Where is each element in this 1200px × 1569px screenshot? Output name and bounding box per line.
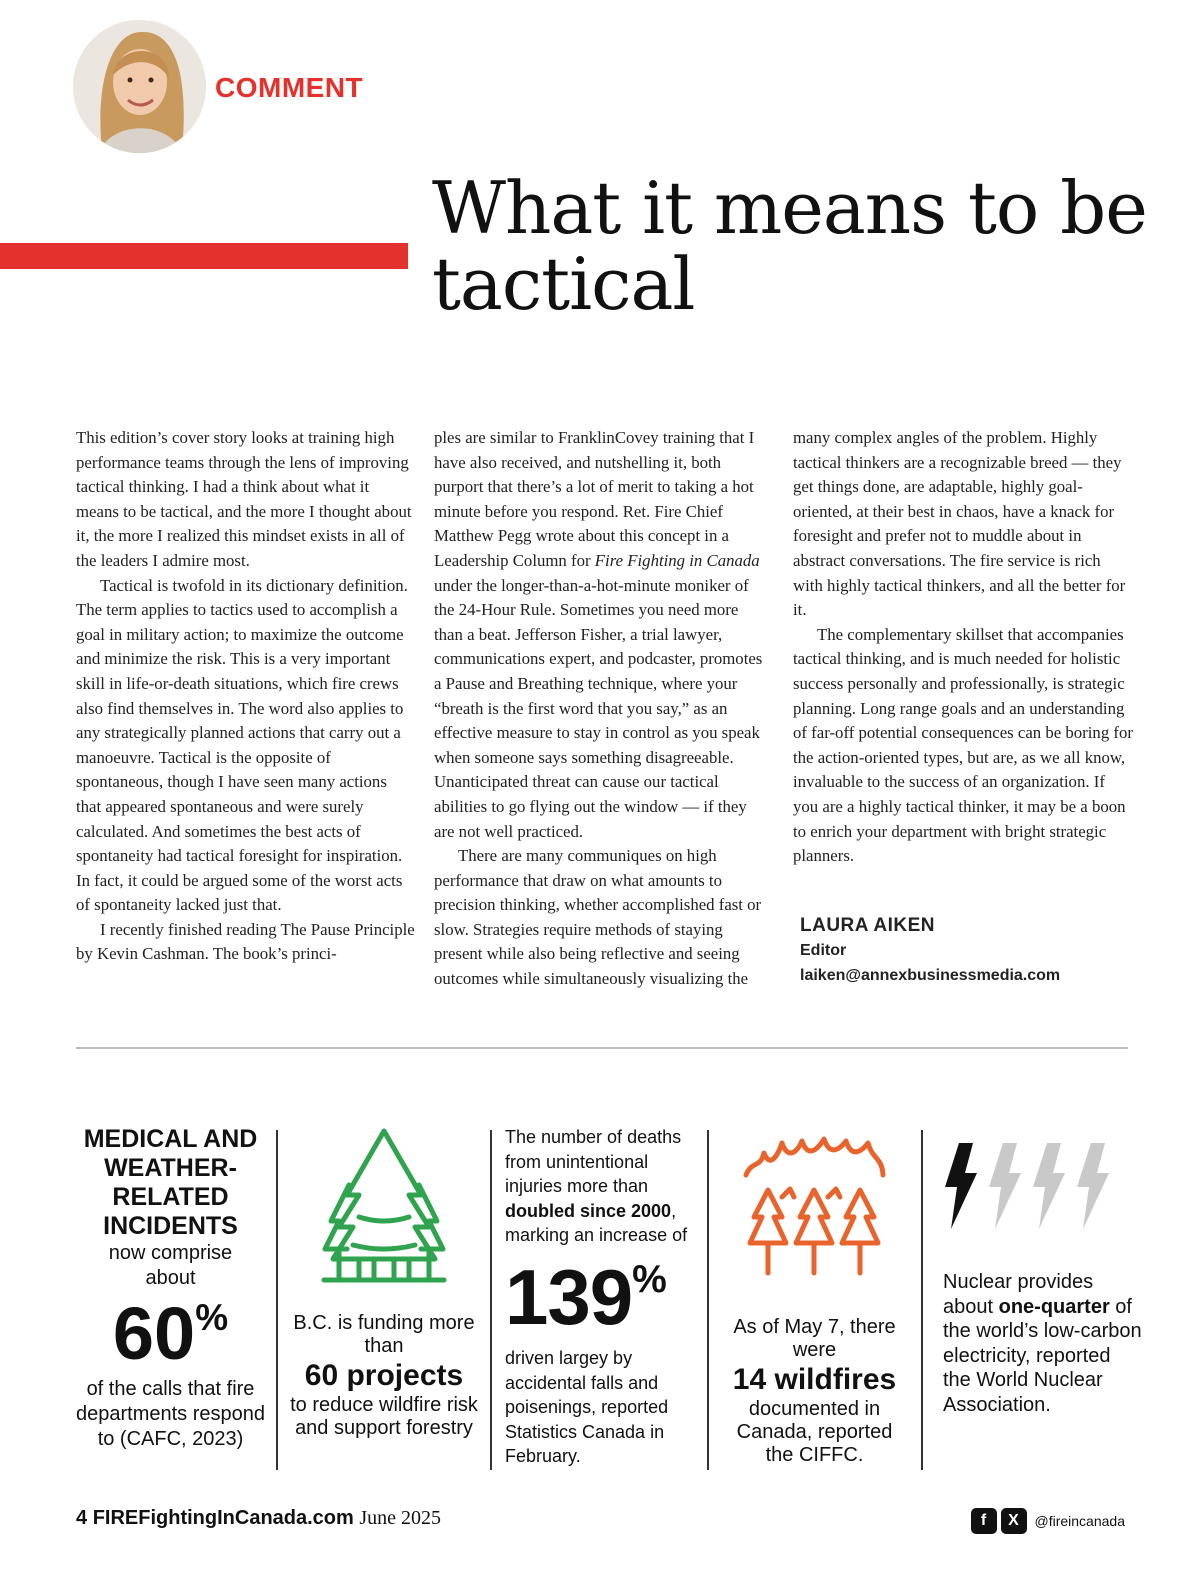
- stat-value: 60 projects: [304, 1359, 464, 1392]
- section-divider: [76, 1047, 1128, 1049]
- stat-injury-deaths: [505, 1125, 705, 1469]
- accent-bar: [0, 243, 408, 269]
- stat-nuclear: [943, 1125, 1143, 1418]
- stat-value: [68, 1292, 273, 1375]
- stat-text: of the calls that fire departments respond to (CAFC, 2023): [75, 1378, 265, 1450]
- paragraph: This edition’s cover story looks at training high performance teams through the lens of improving tactical thinking. I had a think about what it means to be tactical, and the more I thought about it, the more I realized this mindset exists in all of the leaders I admire most.: [76, 428, 412, 570]
- wildfire-icon: [742, 1135, 887, 1280]
- stat-value: [505, 1252, 705, 1341]
- stat-value: 14 wildfires: [732, 1363, 897, 1396]
- author-signature: [800, 913, 1060, 988]
- issue-date: June 2025: [359, 1507, 442, 1529]
- paragraph: many complex angles of the problem. Highly tactical thinkers are a recognizable breed — they get things done, are adaptable, highly goal-oriented, at their best in chaos, have a knack for foresight and prefer not to muddle about in abstract conversations. The fire service is rich with highly tactical thinkers, and all the better for it.: [793, 428, 1126, 620]
- stat-bc-projects: [290, 1125, 478, 1440]
- stat-unit: %: [632, 1257, 666, 1301]
- forest-icon: [319, 1125, 449, 1290]
- stat-text-part: The number of deaths from unintentional injuries more than: [505, 1127, 682, 1197]
- social-links: [971, 1508, 1126, 1534]
- stat-text-part: Nuclear provides about: [943, 1271, 1094, 1318]
- stat-emphasis: doubled since 2000: [505, 1200, 672, 1221]
- stat-text: driven largey by accidental falls and poisenings, reported Statistics Canada in February.: [505, 1347, 669, 1467]
- stat-wildfires: [722, 1125, 907, 1467]
- paragraph: I recently finished reading The Pause Principle by Kevin Cashman. The book’s princi-: [76, 919, 415, 964]
- stat-text: documented in Canada, reported the CIFFC.: [736, 1398, 893, 1466]
- author-portrait-illustration: [73, 20, 206, 153]
- x-twitter-icon[interactable]: X: [1001, 1508, 1027, 1534]
- social-handle[interactable]: @fireincanada: [1034, 1513, 1125, 1529]
- paragraph: The complementary skillset that accompanies tactical thinking, and is much needed for holistic success personally and professionally, is strategic planning. Long range goals and an understanding of far-off potential consequences can be boring for the action-oriented types, but are, as we all know, invaluable to the success of an organization. If you are a highly tactical thinker, it may be a boon to enrich your department with bright strategic planners.: [793, 624, 1133, 866]
- paragraph: [434, 426, 770, 844]
- article-column-2: [434, 426, 770, 992]
- stat-divider: [707, 1130, 709, 1470]
- stat-heading-line: WEATHER-: [104, 1154, 237, 1182]
- paragraph: Tactical is twofold in its dictionary definition. The term applies to tactics used to accomplish a goal in military action; to maximize the outcome and minimize the risk. This is a very important skill in life-or-death situations, which fire crews also find themselves in. The word also applies to any strategically planned actions that carry out a manoeuvre. Tactical is the opposite of spontaneous, though I have seen many actions that appeared spontaneous and were surely calculated. And sometimes the best acts of spontaneity had tactical foresight for inspiration. In fact, it could be argued some of the worst acts of spontaneity lacked just that.: [76, 575, 408, 915]
- stat-unit: %: [195, 1297, 229, 1338]
- author-photo: [73, 20, 206, 153]
- site-name[interactable]: FIREFightingInCanada.com: [92, 1507, 354, 1529]
- article-title: What it means to be tactical: [432, 166, 1147, 326]
- stat-text: now comprise: [108, 1242, 233, 1264]
- paragraph: There are many communiques on high performance that draw on what amounts to precision thinking, whether accomplished fast or slow. Strategies require methods of staying present while also being reflective and seeing outcomes while simultaneously visualizing the: [434, 846, 762, 989]
- article-column-1: [76, 426, 416, 967]
- paragraph-text: under the longer-than-a-hot-minute moniker of the 24-Hour Rule. Sometimes you need more than a beat. Jefferson Fisher, a trial lawyer, communications expert, and podcaster, promotes a Pause and Breathing technique, where your “breath is the first word that you say,” as an effective measure to stay in control as you speak when someone says something disagreeable. Unanticipated threat can cause our tactical abilities to go flying out the window — if they are not well practiced.: [434, 575, 763, 841]
- page-footer: [76, 1507, 441, 1530]
- facebook-icon[interactable]: f: [971, 1508, 997, 1534]
- stat-heading-line: RELATED: [112, 1183, 229, 1211]
- stat-text: B.C. is funding more than: [293, 1312, 475, 1357]
- stat-number: 60: [112, 1292, 196, 1375]
- paragraph-text: ples are similar to FranklinCovey training that I have also received, and nutshelling it, both purport that there’s a lot of merit to taking a hot minute before you respond. Ret. Fire Chief Matthew Pegg wrote about this concept in a Leadership Column for: [434, 428, 755, 570]
- stat-medical-incidents: [68, 1125, 273, 1452]
- stat-text-part: of the world’s low-carbon electricity, reported the World Nuclear Association.: [943, 1295, 1142, 1416]
- publication-name: Fire Fighting in Canada: [594, 550, 760, 570]
- stat-text-part: , marking an increase of: [505, 1200, 688, 1246]
- stat-emphasis: one-quarter: [998, 1295, 1110, 1318]
- article-column-3: [793, 426, 1133, 869]
- stat-heading-line: MEDICAL AND: [83, 1125, 258, 1153]
- author-role: Editor: [800, 942, 847, 959]
- stat-number: 139: [505, 1252, 633, 1341]
- section-label: COMMENT: [215, 72, 364, 103]
- stat-heading-line: INCIDENTS: [103, 1212, 238, 1240]
- page-number: 4: [76, 1507, 88, 1529]
- lightning-bolts-icon: [943, 1139, 1123, 1234]
- stat-text: [505, 1125, 705, 1248]
- author-email[interactable]: laiken@annexbusinessmedia.com: [800, 967, 1061, 984]
- author-name: LAURA AIKEN: [800, 915, 935, 936]
- stat-divider: [921, 1130, 923, 1470]
- stat-text: As of May 7, there were: [733, 1316, 896, 1361]
- stat-text: about: [145, 1267, 196, 1289]
- stat-text: [943, 1270, 1143, 1418]
- stat-divider: [490, 1130, 492, 1470]
- stat-divider: [276, 1130, 278, 1470]
- stat-text: to reduce wildfire risk and support forestry: [290, 1394, 478, 1439]
